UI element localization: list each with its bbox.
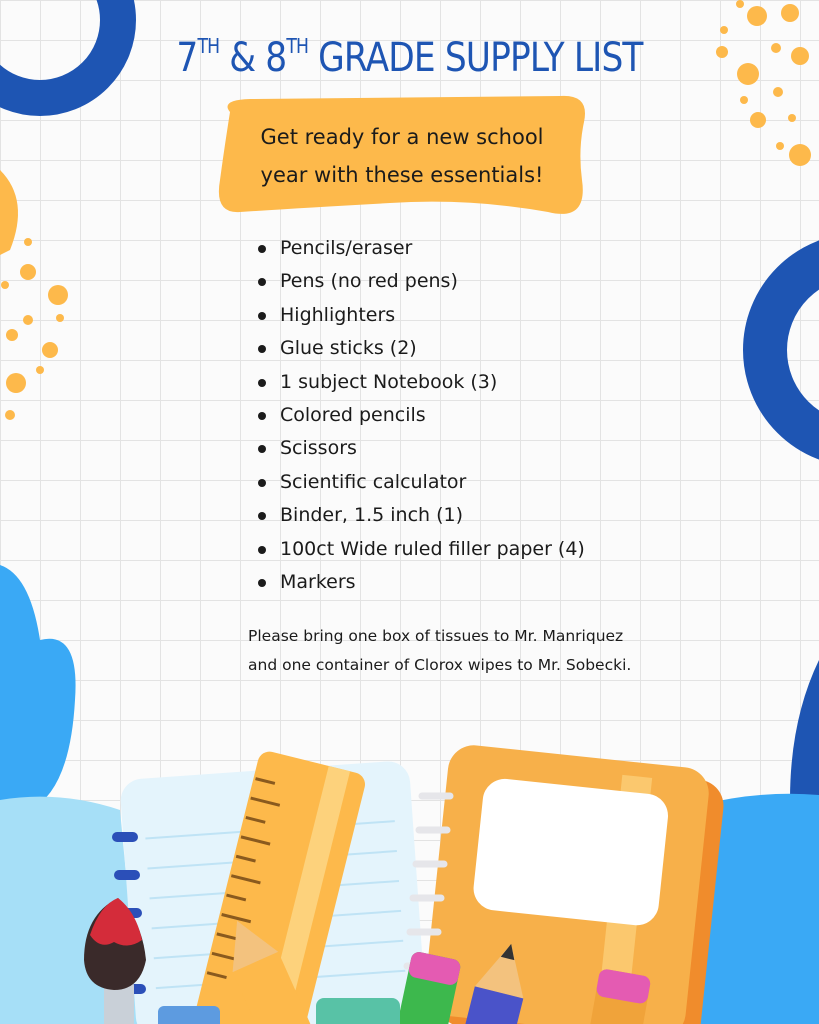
list-item: Pens (no red pens) [258,265,585,298]
orange-blob-left [0,170,18,255]
list-item: Colored pencils [258,399,585,432]
blue-ring-right [765,255,819,445]
page-title [57,34,761,81]
list-item: 100ct Wide ruled filler paper (4) [258,533,585,566]
orange-dots-top-right [716,0,811,166]
title-th-superscript-2: TH [286,34,309,58]
title-eight: 8 [265,35,287,81]
light-blue-leaf-left [0,565,76,825]
orange-dots-left [1,238,68,420]
list-item: Pencils/eraser [258,232,585,265]
list-item: Scientific calculator [258,466,585,499]
list-item: Markers [258,566,585,599]
green-block [316,998,400,1024]
banner-line-1: Get ready for a new school [260,125,544,149]
list-item: Highlighters [258,299,585,332]
list-item: 1 subject Notebook (3) [258,366,585,399]
list-item: Glue sticks (2) [258,332,585,365]
supply-list [258,232,585,599]
banner-text [232,118,572,194]
title-th-superscript: TH [197,34,220,58]
title-seven: 7 [176,35,198,81]
title-ampersand: & [229,35,256,81]
note-line-2: and one container of Clorox wipes to Mr. Sobecki. [248,656,632,674]
blue-block [158,1006,220,1024]
banner-line-2: year with these essentials! [260,163,544,187]
note-text [248,622,688,680]
title-rest: GRADE SUPPLY LIST [318,35,643,81]
list-item: Scissors [258,432,585,465]
list-item: Binder, 1.5 inch (1) [258,499,585,532]
note-line-1: Please bring one box of tissues to Mr. Manriquez [248,627,624,645]
